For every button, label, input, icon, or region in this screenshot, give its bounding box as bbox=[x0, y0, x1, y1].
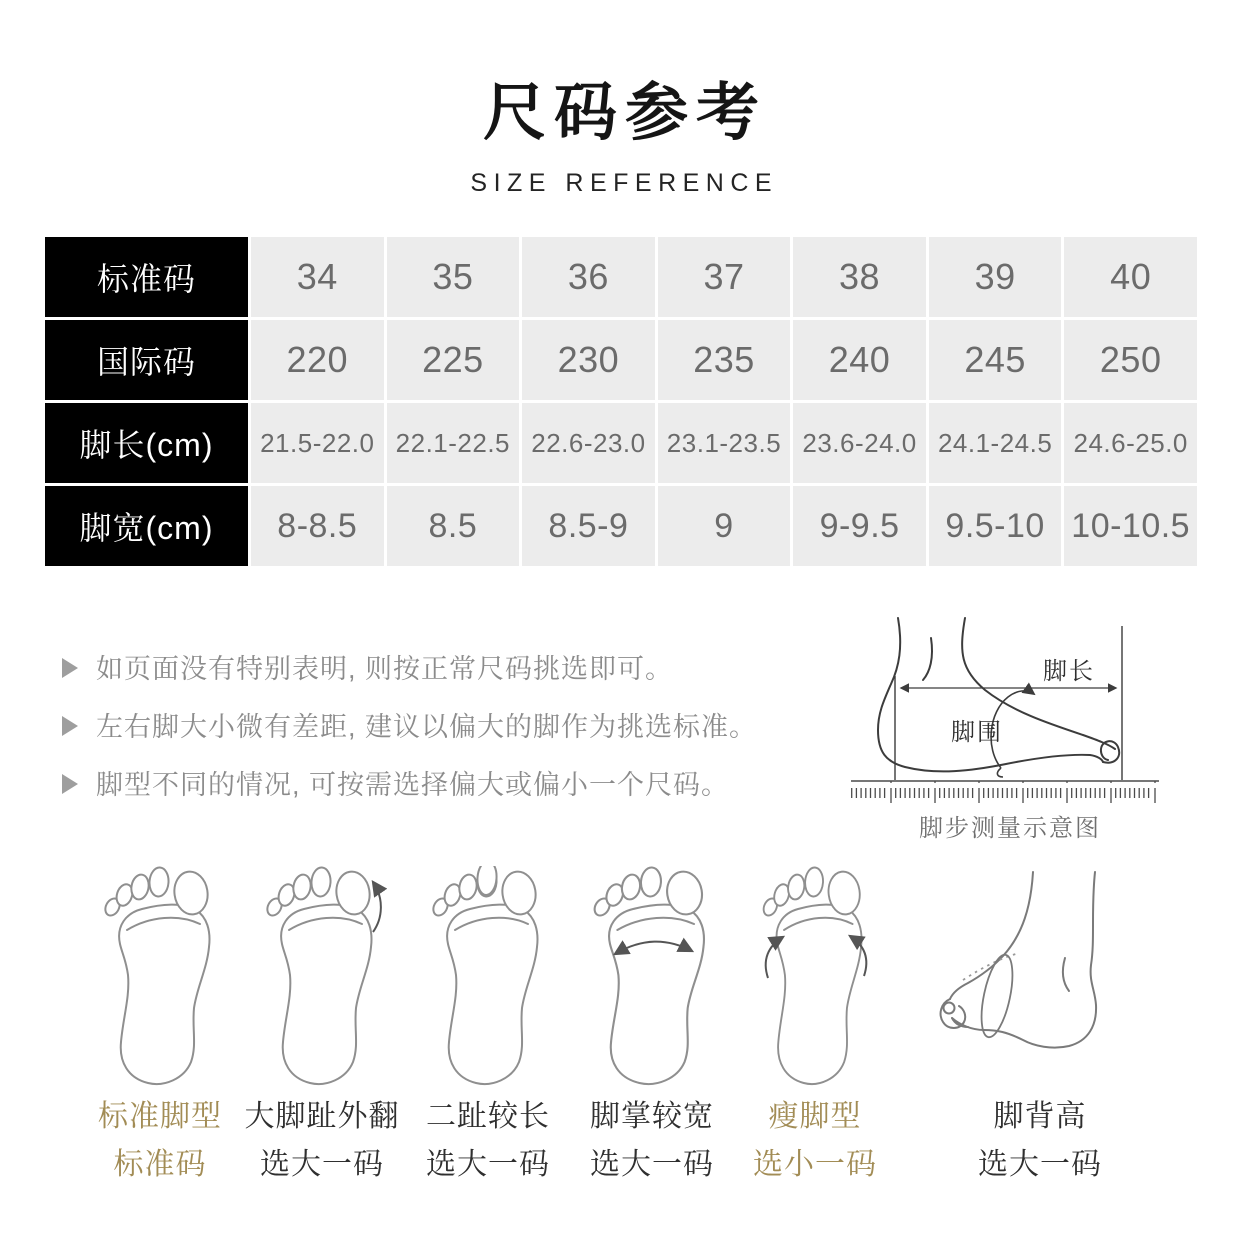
foot-measurement-diagram bbox=[845, 612, 1195, 843]
table-cell: 35 bbox=[387, 237, 520, 317]
foot-illustration-high-instep bbox=[935, 868, 1145, 1083]
table-cell: 8.5 bbox=[387, 486, 520, 566]
table-cell: 250 bbox=[1064, 320, 1197, 400]
table-cell: 24.6-25.0 bbox=[1064, 403, 1197, 483]
foot-type-line1: 脚背高 bbox=[993, 1100, 1087, 1133]
table-cell: 22.6-23.0 bbox=[522, 403, 655, 483]
table-cell: 40 bbox=[1064, 237, 1197, 317]
table-cell: 225 bbox=[387, 320, 520, 400]
bullet-triangle-icon bbox=[62, 774, 78, 794]
table-row-label: 脚宽(cm) bbox=[45, 486, 248, 566]
table-cell: 23.1-23.5 bbox=[658, 403, 791, 483]
table-cell: 22.1-22.5 bbox=[387, 403, 520, 483]
foot-type-line1: 大脚趾外翻 bbox=[244, 1100, 400, 1133]
table-cell: 23.6-24.0 bbox=[793, 403, 926, 483]
table-cell: 9 bbox=[658, 486, 791, 566]
note-text: 如页面没有特别表明, 则按正常尺码挑选即可。 bbox=[96, 654, 674, 684]
table-row-label: 国际码 bbox=[45, 320, 248, 400]
table-cell: 9.5-10 bbox=[929, 486, 1062, 566]
page-subtitle: SIZE REFERENCE bbox=[470, 169, 779, 197]
foot-type-label bbox=[930, 1093, 1150, 1189]
foot-illustration-bunion bbox=[257, 866, 387, 1088]
list-item bbox=[62, 652, 832, 686]
list-item bbox=[62, 710, 832, 744]
foot-type-label bbox=[705, 1093, 925, 1189]
length-label: 脚长 bbox=[1043, 658, 1095, 685]
table-row-label: 标准码 bbox=[45, 237, 248, 317]
foot-type-line2: 选小一码 bbox=[753, 1148, 877, 1181]
foot-type-line2: 选大一码 bbox=[590, 1148, 714, 1181]
table-cell: 220 bbox=[251, 320, 384, 400]
bullet-triangle-icon bbox=[62, 716, 78, 736]
table-cell: 21.5-22.0 bbox=[251, 403, 384, 483]
table-cell: 39 bbox=[929, 237, 1062, 317]
foot-type-line2: 选大一码 bbox=[978, 1148, 1102, 1181]
table-row-label: 脚长(cm) bbox=[45, 403, 248, 483]
foot-type-line2: 选大一码 bbox=[260, 1148, 384, 1181]
size-table bbox=[45, 237, 1197, 566]
notes-list bbox=[62, 652, 832, 826]
foot-type-line1: 瘦脚型 bbox=[768, 1100, 862, 1133]
list-item bbox=[62, 768, 832, 802]
table-cell: 9-9.5 bbox=[793, 486, 926, 566]
foot-illustration-standard bbox=[95, 866, 225, 1088]
foot-type-line1: 二趾较长 bbox=[426, 1100, 550, 1133]
page-title: 尺码参考 bbox=[483, 78, 767, 148]
foot-illustration-long-second-toe bbox=[423, 866, 553, 1088]
bullet-triangle-icon bbox=[62, 658, 78, 678]
table-cell: 240 bbox=[793, 320, 926, 400]
table-cell: 38 bbox=[793, 237, 926, 317]
note-text: 脚型不同的情况, 可按需选择偏大或偏小一个尺码。 bbox=[96, 770, 730, 800]
instep-girth-loop bbox=[976, 952, 1019, 1040]
table-cell: 8.5-9 bbox=[522, 486, 655, 566]
foot-type-line1: 脚掌较宽 bbox=[590, 1100, 714, 1133]
valgus-arrow-icon bbox=[373, 882, 381, 932]
table-cell: 230 bbox=[522, 320, 655, 400]
foot-type-line1: 标准脚型 bbox=[98, 1100, 222, 1133]
page-header bbox=[0, 62, 1242, 198]
table-cell: 8-8.5 bbox=[251, 486, 384, 566]
foot-illustration-narrow bbox=[750, 866, 880, 1088]
foot-side-measure-illustration bbox=[845, 612, 1195, 804]
foot-type-line2: 选大一码 bbox=[426, 1148, 550, 1181]
table-cell: 245 bbox=[929, 320, 1062, 400]
foot-type-line2: 标准码 bbox=[113, 1148, 207, 1181]
girth-label: 脚围 bbox=[951, 719, 1003, 746]
table-cell: 10-10.5 bbox=[1064, 486, 1197, 566]
table-cell: 36 bbox=[522, 237, 655, 317]
measure-diagram-caption: 脚步测量示意图 bbox=[919, 815, 1101, 842]
note-text: 左右脚大小微有差距, 建议以偏大的脚作为挑选标准。 bbox=[96, 712, 758, 742]
table-cell: 37 bbox=[658, 237, 791, 317]
table-cell: 24.1-24.5 bbox=[929, 403, 1062, 483]
table-cell: 34 bbox=[251, 237, 384, 317]
foot-illustration-wide bbox=[587, 866, 717, 1088]
table-cell: 235 bbox=[658, 320, 791, 400]
